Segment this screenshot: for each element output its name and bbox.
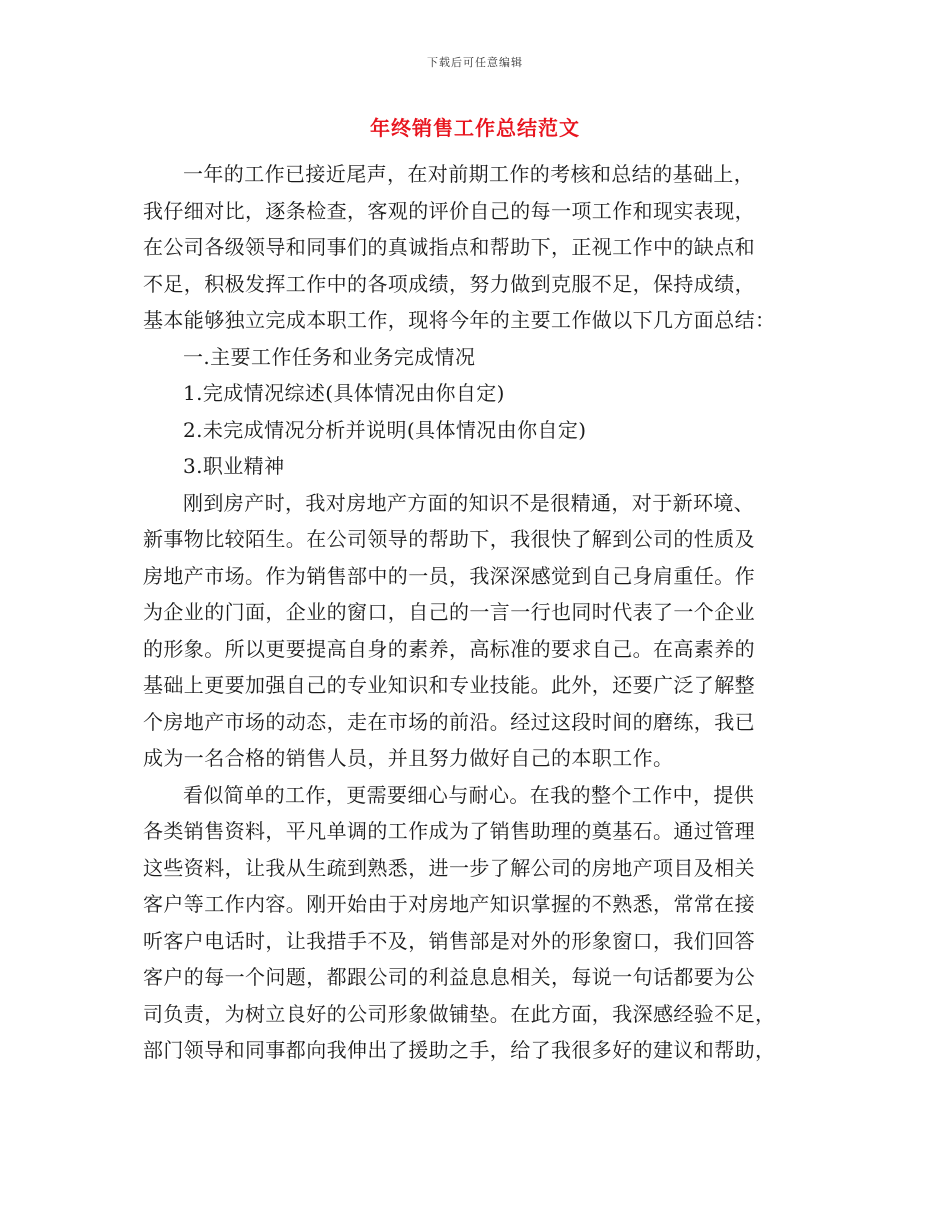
document-title: 年终销售工作总结范文 bbox=[370, 116, 580, 140]
text-line: 新事物比较陌生。在公司领导的帮助下，我很快了解到公司的性质及 bbox=[143, 527, 755, 551]
paragraph-patience bbox=[143, 777, 807, 1069]
text-line: 在公司各级领导和同事们的真诚指点和帮助下，正视工作中的缺点和 bbox=[143, 235, 755, 259]
text-line: 刚到房产时，我对房地产方面的知识不是很精通，对于新环境、 bbox=[183, 490, 755, 515]
text-line: 看似简单的工作，更需要细心与耐心。在我的整个工作中，提供 bbox=[183, 782, 755, 807]
text-line: 听客户电话时，让我措手不及，销售部是对外的形象窗口，我们回答 bbox=[143, 928, 755, 953]
paragraph-intro bbox=[143, 156, 807, 339]
text-line: 个房地产市场的动态，走在市场的前沿。经过这段时间的磨练，我已 bbox=[143, 709, 755, 734]
document-body bbox=[143, 156, 807, 1069]
item-completion-summary bbox=[143, 375, 807, 412]
text-line: 房地产市场。作为销售部中的一员，我深深感觉到自己身肩重任。作 bbox=[143, 563, 755, 588]
header-note: 下载后可任意编辑 bbox=[427, 56, 523, 69]
item-professional-spirit bbox=[143, 448, 807, 485]
item-incomplete-analysis bbox=[143, 412, 807, 449]
text-line: 这些资料，让我从生疏到熟悉，进一步了解公司的房地产项目及相关 bbox=[143, 855, 755, 880]
text-line: 的形象。所以更要提高自身的素养，高标准的要求自己。在高素养的 bbox=[143, 636, 755, 661]
text-line: 3.职业精神 bbox=[183, 454, 285, 478]
text-line: 一年的工作已接近尾声，在对前期工作的考核和总结的基础上， bbox=[183, 162, 755, 186]
text-line: 不足，积极发挥工作中的各项成绩，努力做到克服不足，保持成绩， bbox=[143, 271, 755, 296]
text-line: 一.主要工作任务和业务完成情况 bbox=[183, 344, 476, 369]
text-line: 部门领导和同事都向我伸出了援助之手，给了我很多好的建议和帮助， bbox=[143, 1038, 776, 1062]
text-line: 各类销售资料，平凡单调的工作成为了销售助理的奠基石。通过管理 bbox=[143, 819, 755, 843]
text-line: 客户的每一个问题，都跟公司的利益息息相关，每说一句话都要为公 bbox=[143, 965, 755, 989]
text-line: 我仔细对比，逐条检查，客观的评价自己的每一项工作和现实表现， bbox=[143, 198, 755, 223]
paragraph-real-estate bbox=[143, 485, 807, 777]
text-line: 基本能够独立完成本职工作，现将今年的主要工作做以下几方面总结： bbox=[143, 308, 776, 332]
text-line: 客户等工作内容。刚开始由于对房地产知识掌握的不熟悉，常常在接 bbox=[143, 892, 755, 916]
text-line: 1.完成情况综述(具体情况由你自定) bbox=[183, 381, 505, 405]
text-line: 2.未完成情况分析并说明(具体情况由你自定) bbox=[183, 417, 587, 442]
text-line: 成为一名合格的销售人员，并且努力做好自己的本职工作。 bbox=[143, 746, 674, 770]
text-line: 为企业的门面，企业的窗口，自己的一言一行也同时代表了一个企业 bbox=[143, 600, 755, 624]
text-line: 司负责，为树立良好的公司形象做铺垫。在此方面，我深感经验不足， bbox=[143, 1001, 776, 1026]
text-line: 基础上更要加强自己的专业知识和专业技能。此外，还要广泛了解整 bbox=[143, 673, 755, 697]
heading-main-tasks bbox=[143, 339, 807, 376]
